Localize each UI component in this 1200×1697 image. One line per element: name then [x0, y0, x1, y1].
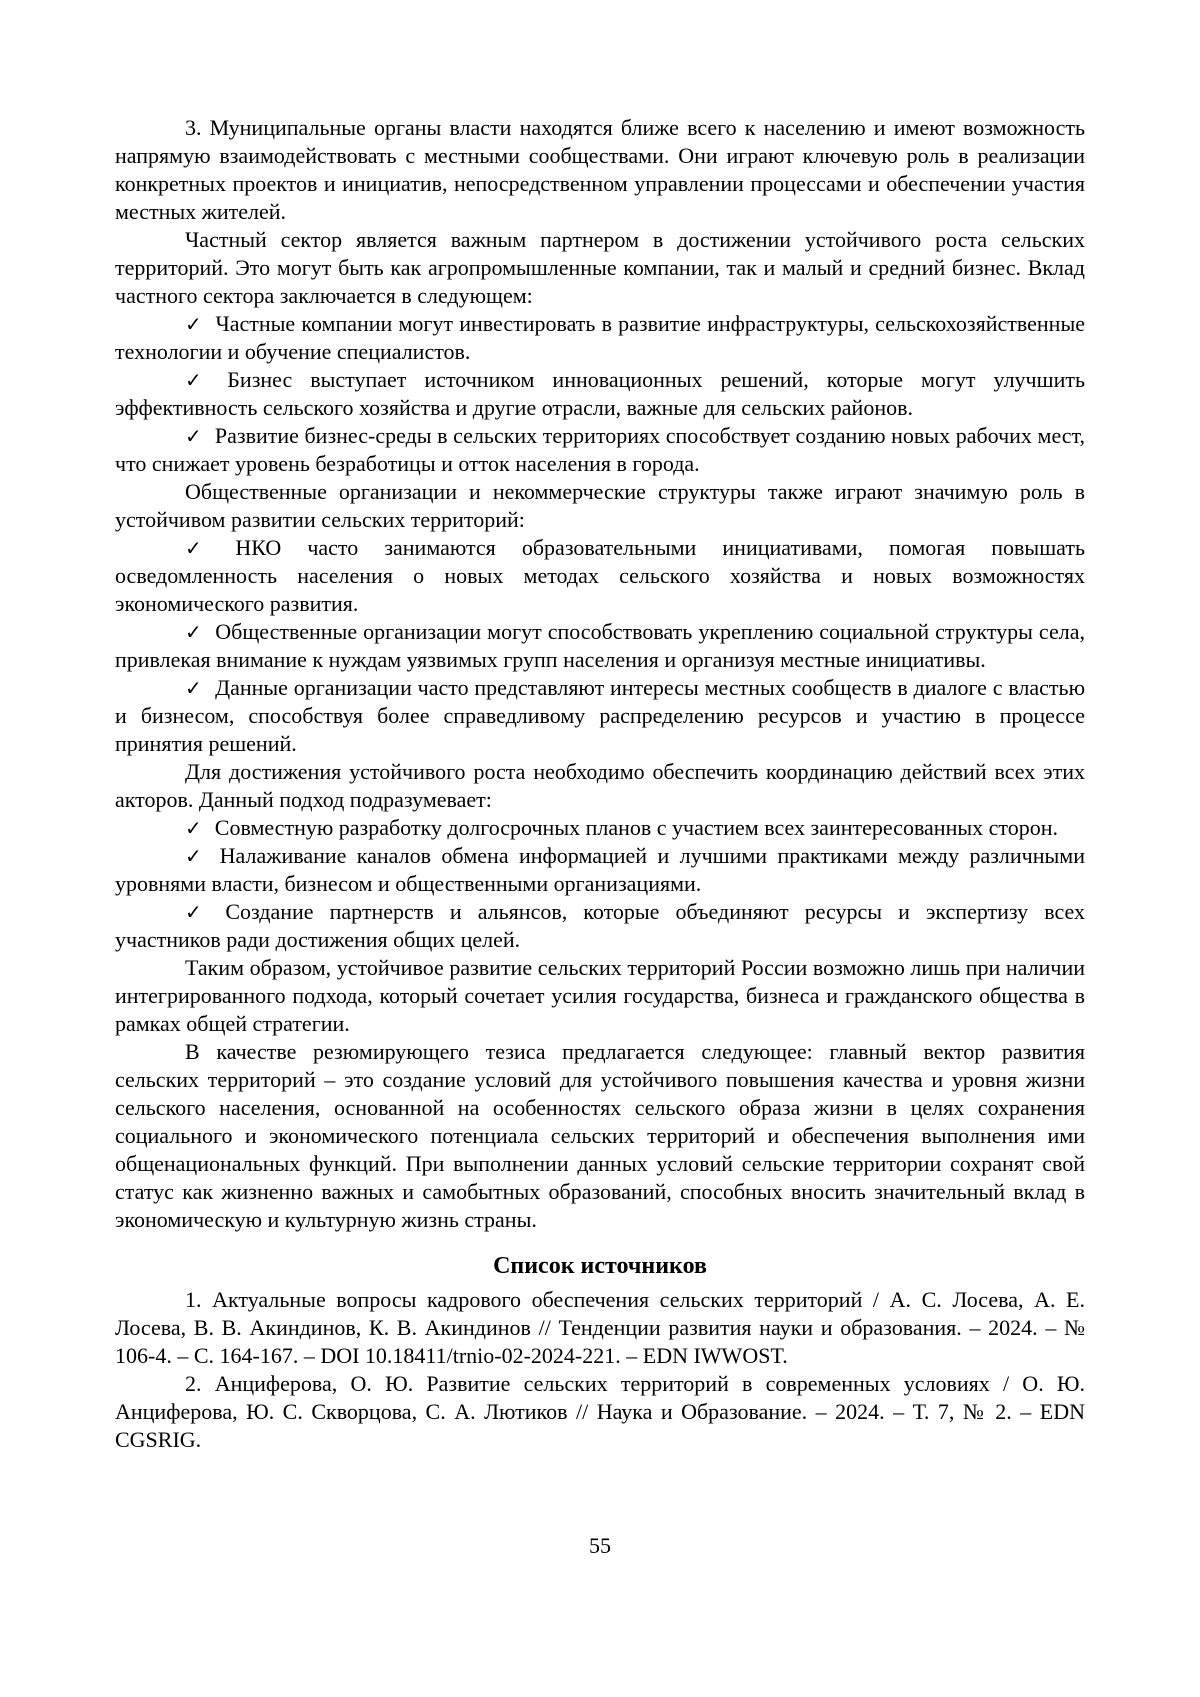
bullet-item-social-structure	[115, 618, 1085, 674]
paragraph-private-sector: Частный сектор является важным партнером в достижении устойчивого роста сельских территорий. Это могут быть как агропромышленные компании, так и малый и средний бизнес. Вклад частного сектора заключается в следующем:	[115, 227, 1085, 308]
paragraph-coordination: Для достижения устойчивого роста необходимо обеспечить координацию действий всех этих акторов. Данный подход подразумевает:	[115, 759, 1085, 812]
bullet-text: Бизнес выступает источником инновационных решений, которые могут улучшить эффективность сельского хозяйства и другие отрасли, важные для сельских районов.	[115, 367, 1085, 420]
bullet-item-business-innovation	[115, 366, 1085, 422]
bullet-text: Создание партнерств и альянсов, которые объединяют ресурсы и экспертизу всех участников ради достижения общих целей.	[115, 899, 1085, 952]
page-body	[115, 114, 1085, 1454]
checkmark-icon: ✓	[185, 816, 202, 840]
paragraph-summary-thesis: В качестве резюмирующего тезиса предлагается следующее: главный вектор развития сельских территорий – это создание условий для устойчивого повышения качества и уровня жизни сельского населения, основанной на особенностях сельского образа жизни в целях сохранения социального и экономического потенциала сельских территорий и обеспечения выполнения ими общенациональных функций. При выполнении данных условий сельские территории сохранят свой статус как жизненно важных и самобытных образований, способных вносить значительный вклад в экономическую и культурную жизнь страны.	[115, 1039, 1085, 1232]
bullet-text: Общественные организации могут способствовать укреплению социальной структуры села, привлекая внимание к нуждам уязвимых групп населения и организуя местные инициативы.	[115, 619, 1085, 672]
checkmark-icon: ✓	[185, 312, 203, 336]
checkmark-icon: ✓	[185, 676, 203, 700]
bullet-item-nko-education	[115, 534, 1085, 618]
bullet-text: Частные компании могут инвестировать в развитие инфраструктуры, сельскохозяйственные технологии и обучение специалистов.	[115, 311, 1085, 364]
bullet-text: Совместную разработку долгосрочных планов с участием всех заинтересованных сторон.	[214, 815, 1058, 840]
paragraph-conclusion-integrated: Таким образом, устойчивое развитие сельских территорий России возможно лишь при наличии интегрированного подхода, который сочетает усилия государства, бизнеса и гражданского общества в рамках общей стратегии.	[115, 955, 1085, 1036]
paragraph-public-organizations: Общественные организации и некоммерческие структуры также играют значимую роль в устойчивом развитии сельских территорий:	[115, 479, 1085, 532]
bullet-item-community-interests	[115, 674, 1085, 758]
checkmark-icon: ✓	[185, 844, 207, 868]
checkmark-icon: ✓	[185, 424, 202, 448]
bullet-item-partnerships	[115, 898, 1085, 954]
checkmark-icon: ✓	[185, 620, 203, 644]
checkmark-icon: ✓	[185, 536, 223, 560]
references-heading: Список источников	[493, 1253, 707, 1279]
bullet-text: Налаживание каналов обмена информацией и лучшими практиками между различными уровнями власти, бизнесом и общественными организациями.	[115, 843, 1085, 896]
bullet-item-business-environment	[115, 422, 1085, 478]
bullet-item-private-companies	[115, 310, 1085, 366]
reference-item-2: 2. Анциферова, О. Ю. Развитие сельских территорий в современных условиях / О. Ю. Анциферова, Ю. С. Скворцова, С. А. Лютиков // Наука и Образование. – 2024. – Т. 7, № 2. – EDN CGSRIG.	[115, 1371, 1085, 1452]
bullet-item-information-channels	[115, 842, 1085, 898]
bullet-item-joint-planning	[115, 814, 1085, 842]
page-number: 55	[589, 1533, 611, 1558]
checkmark-icon: ✓	[185, 900, 213, 924]
paragraph-municipal-authorities: 3. Муниципальные органы власти находятся ближе всего к населению и имеют возможность напрямую взаимодействовать с местными сообществами. Они играют ключевую роль в реализации конкретных проектов и инициатив, непосредственном управлении процессами и обеспечении участия местных жителей.	[115, 115, 1085, 224]
bullet-text: Развитие бизнес-среды в сельских территориях способствует созданию новых рабочих мест, что снижает уровень безработицы и отток населения в города.	[115, 423, 1085, 476]
reference-item-1: 1. Актуальные вопросы кадрового обеспечения сельских территорий / А. С. Лосева, А. Е. Лосева, В. В. Акиндинов, К. В. Акиндинов // Тенденции развития науки и образования. – 2024. – № 106-4. – С. 164-167. – DOI 10.18411/trnio-02-2024-221. – EDN IWWOST.	[115, 1287, 1085, 1368]
bullet-text: Данные организации часто представляют интересы местных сообществ в диалоге с властью и бизнесом, способствуя более справедливому распределению ресурсов и участию в процессе принятия решений.	[115, 675, 1086, 756]
bullet-text: НКО часто занимаются образовательными инициативами, помогая повышать осведомленность населения о новых методах сельского хозяйства и новых возможностях экономического развития.	[115, 535, 1085, 616]
checkmark-icon: ✓	[185, 368, 215, 392]
